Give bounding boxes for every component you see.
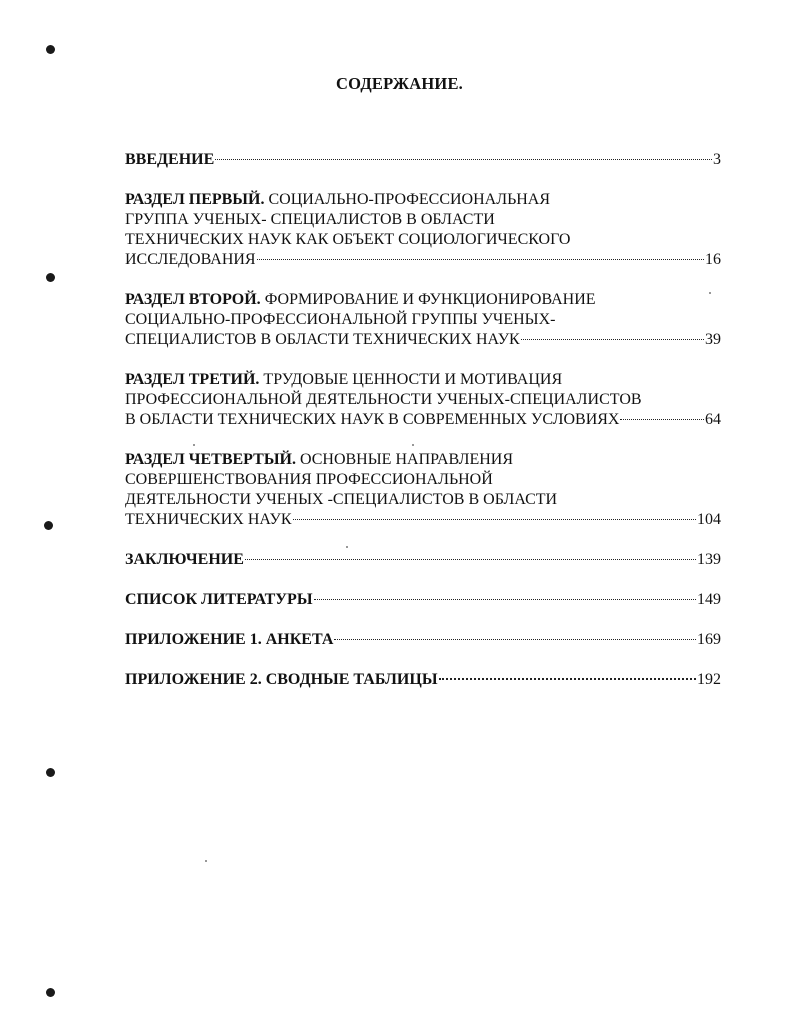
toc-entry-line: СОВЕРШЕНСТВОВАНИЯ ПРОФЕССИОНАЛЬНОЙ <box>125 471 493 488</box>
toc-entry-title: ВВЕДЕНИЕ <box>125 151 215 168</box>
toc-entry-text: СОЦИАЛЬНО-ПРОФЕССИОНАЛЬНАЯ <box>268 191 551 208</box>
toc-entry-text: В ОБЛАСТИ ТЕХНИЧЕСКИХ НАУК В СОВРЕМЕННЫХ УСЛОВИЯХ <box>125 411 620 428</box>
dot-leader <box>620 419 704 420</box>
toc-entry-last-line <box>125 630 721 650</box>
punch-hole <box>46 988 55 997</box>
toc-entry-text: ОСНОВНЫЕ НАПРАВЛЕНИЯ <box>299 451 513 468</box>
toc-entry-text: СПЕЦИАЛИСТОВ В ОБЛАСТИ ТЕХНИЧЕСКИХ НАУК <box>125 331 520 348</box>
punch-hole <box>46 273 55 282</box>
dot-leader <box>245 559 696 560</box>
toc-entry-last-line <box>125 330 721 350</box>
toc-entry-last-line <box>125 550 721 570</box>
dot-leader <box>314 599 696 600</box>
toc-entry-appendix-1 <box>125 630 721 650</box>
toc-entry-line: ДЕЯТЕЛЬНОСТИ УЧЕНЫХ -СПЕЦИАЛИСТОВ В ОБЛАСТИ <box>125 491 558 508</box>
toc-page-number: 3 <box>713 151 721 168</box>
toc-entry-line: СОЦИАЛЬНО-ПРОФЕССИОНАЛЬНОЙ ГРУППЫ УЧЕНЫХ- <box>125 311 556 328</box>
toc-entry-line <box>125 290 721 310</box>
toc-entry-title: ПРИЛОЖЕНИЕ 1. АНКЕТА <box>125 631 334 648</box>
toc-page-number: 139 <box>697 551 721 568</box>
toc-entry-introduction <box>125 150 721 170</box>
toc-entry-last-line <box>125 510 721 530</box>
toc-entry-part-1 <box>125 190 721 270</box>
toc-entry-prefix: РАЗДЕЛ ПЕРВЫЙ. <box>125 191 265 208</box>
scan-speck <box>205 860 207 862</box>
table-of-contents <box>125 150 721 710</box>
toc-page-number: 16 <box>705 251 721 268</box>
dot-leader <box>439 678 696 680</box>
dot-leader <box>521 339 704 340</box>
dot-leader <box>257 259 704 260</box>
toc-entry-part-3 <box>125 370 721 430</box>
toc-page-number: 169 <box>697 631 721 648</box>
toc-entry-appendix-2 <box>125 670 721 690</box>
toc-page-number: 192 <box>697 671 721 688</box>
toc-entry-line <box>125 450 721 470</box>
toc-page-number: 149 <box>697 591 721 608</box>
toc-entry-text: ТЕХНИЧЕСКИХ НАУК <box>125 511 292 528</box>
toc-page-number: 64 <box>705 411 721 428</box>
toc-entry-title: ЗАКЛЮЧЕНИЕ <box>125 551 244 568</box>
toc-entry-part-2 <box>125 290 721 350</box>
toc-entry-line: ТЕХНИЧЕСКИХ НАУК КАК ОБЪЕКТ СОЦИОЛОГИЧЕСКОГО <box>125 231 571 248</box>
toc-entry-part-4 <box>125 450 721 530</box>
toc-entry-last-line <box>125 250 721 270</box>
toc-entry-prefix: РАЗДЕЛ ВТОРОЙ. <box>125 291 261 308</box>
toc-entry-line: ПРОФЕССИОНАЛЬНОЙ ДЕЯТЕЛЬНОСТИ УЧЕНЫХ-СПЕЦИАЛИСТОВ <box>125 391 642 408</box>
punch-hole <box>44 521 53 530</box>
toc-entry-line <box>125 190 721 210</box>
toc-entry-line: ГРУППА УЧЕНЫХ- СПЕЦИАЛИСТОВ В ОБЛАСТИ <box>125 211 495 228</box>
toc-entry-bibliography <box>125 590 721 610</box>
dot-leader <box>215 159 712 160</box>
toc-entry-last-line <box>125 410 721 430</box>
toc-entry-last-line <box>125 590 721 610</box>
toc-entry-text: ФОРМИРОВАНИЕ И ФУНКЦИОНИРОВАНИЕ <box>264 291 596 308</box>
toc-page-number: 39 <box>705 331 721 348</box>
toc-entry-title: СПИСОК ЛИТЕРАТУРЫ <box>125 591 313 608</box>
toc-entry-last-line <box>125 670 721 690</box>
toc-entry-text: ИССЛЕДОВАНИЯ <box>125 251 256 268</box>
page-title: СОДЕРЖАНИЕ. <box>335 74 463 93</box>
dot-leader <box>334 639 696 640</box>
toc-entry-last-line <box>125 150 721 170</box>
toc-entry-conclusion <box>125 550 721 570</box>
toc-entry-prefix: РАЗДЕЛ ТРЕТИЙ. <box>125 371 260 388</box>
punch-hole <box>46 45 55 54</box>
punch-hole <box>46 768 55 777</box>
toc-entry-line <box>125 370 721 390</box>
toc-page-number: 104 <box>697 511 721 528</box>
dot-leader <box>293 519 696 520</box>
toc-entry-title: ПРИЛОЖЕНИЕ 2. СВОДНЫЕ ТАБЛИЦЫ <box>125 671 438 688</box>
toc-entry-prefix: РАЗДЕЛ ЧЕТВЕРТЫЙ. <box>125 451 296 468</box>
toc-entry-text: ТРУДОВЫЕ ЦЕННОСТИ И МОТИВАЦИЯ <box>263 371 563 388</box>
